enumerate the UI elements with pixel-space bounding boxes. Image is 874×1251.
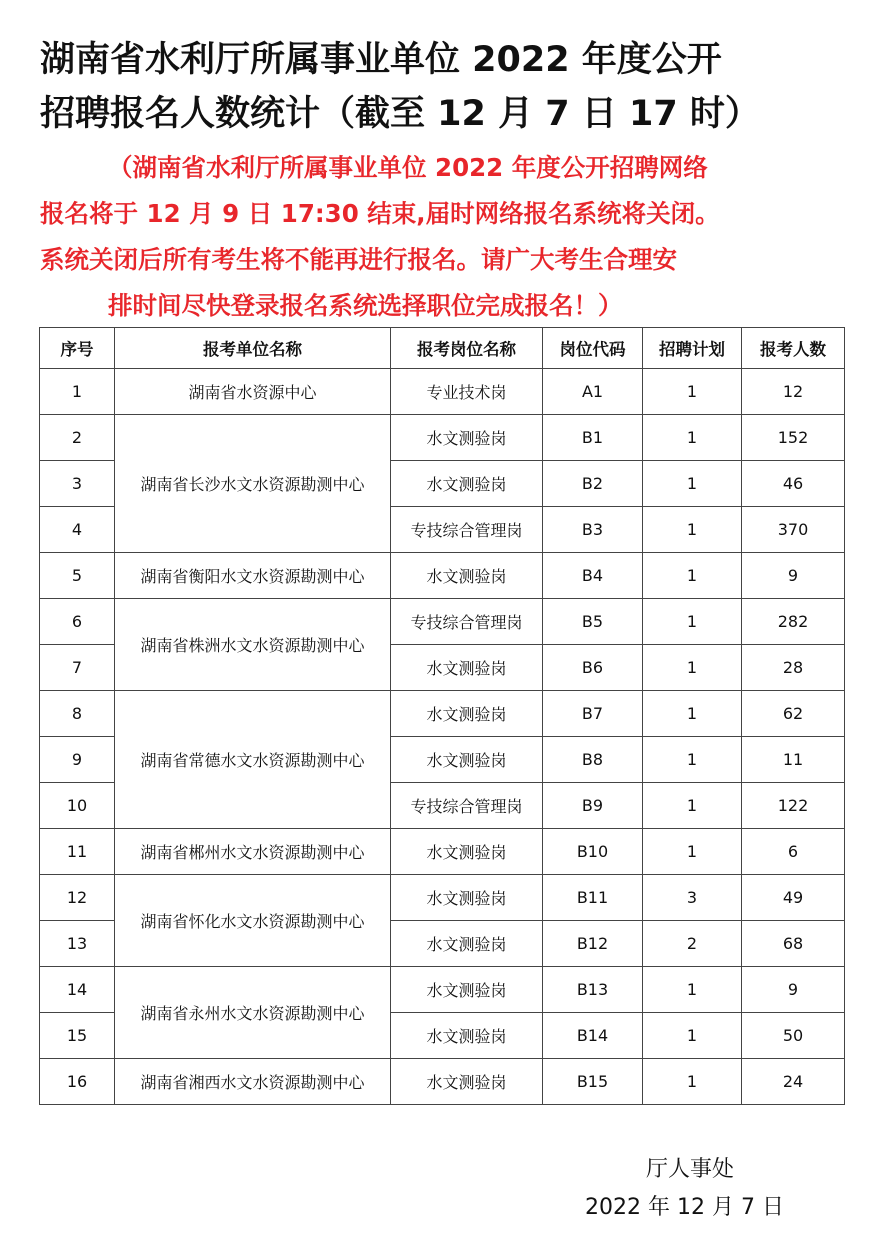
- cell-no: 4: [40, 507, 115, 553]
- cell-code: B8: [543, 737, 643, 783]
- cell-code: B4: [543, 553, 643, 599]
- cell-unit: 湖南省湘西水文水资源勘测中心: [115, 1059, 391, 1105]
- cell-code: B13: [543, 967, 643, 1013]
- footer-issuer: 厅人事处: [646, 1157, 735, 1182]
- table-row: [40, 967, 845, 1013]
- table-header-row: [40, 328, 845, 369]
- cell-code: B11: [543, 875, 643, 921]
- cell-code: B3: [543, 507, 643, 553]
- cell-post: 水文测验岗: [391, 415, 543, 461]
- cell-applicants: 6: [742, 829, 845, 875]
- cell-post: 水文测验岗: [391, 645, 543, 691]
- table-row: [40, 553, 845, 599]
- cell-no: 7: [40, 645, 115, 691]
- cell-no: 16: [40, 1059, 115, 1105]
- cell-post: 水文测验岗: [391, 737, 543, 783]
- cell-code: B10: [543, 829, 643, 875]
- cell-no: 15: [40, 1013, 115, 1059]
- cell-code: B15: [543, 1059, 643, 1105]
- cell-applicants: 50: [742, 1013, 845, 1059]
- cell-code: A1: [543, 369, 643, 415]
- cell-no: 11: [40, 829, 115, 875]
- applicant-statistics-table: [39, 327, 845, 1105]
- cell-post: 水文测验岗: [391, 1013, 543, 1059]
- cell-unit: 湖南省常德水文水资源勘测中心: [115, 691, 391, 829]
- header-applicants: 报考人数: [742, 328, 845, 369]
- cell-code: B6: [543, 645, 643, 691]
- cell-post: 水文测验岗: [391, 1059, 543, 1105]
- cell-code: B9: [543, 783, 643, 829]
- table-row: [40, 599, 845, 645]
- cell-no: 3: [40, 461, 115, 507]
- notice-line-2: 报名将于 12 月 9 日 17:30 结束,届时网络报名系统将关闭。: [40, 199, 720, 228]
- cell-unit: 湖南省长沙水文水资源勘测中心: [115, 415, 391, 553]
- cell-unit: 湖南省株洲水文水资源勘测中心: [115, 599, 391, 691]
- table-row: [40, 415, 845, 461]
- header-unit: 报考单位名称: [115, 328, 391, 369]
- cell-code: B5: [543, 599, 643, 645]
- cell-code: B1: [543, 415, 643, 461]
- cell-applicants: 152: [742, 415, 845, 461]
- notice-line-3: 系统关闭后所有考生将不能再进行报名。请广大考生合理安: [40, 245, 677, 274]
- cell-post: 专技综合管理岗: [391, 783, 543, 829]
- footer-date: 2022 年 12 月 7 日: [585, 1195, 784, 1220]
- header-plan: 招聘计划: [643, 328, 742, 369]
- document-title-line-1: 湖南省水利厅所属事业单位 2022 年度公开: [40, 40, 722, 80]
- cell-post: 水文测验岗: [391, 553, 543, 599]
- cell-applicants: 62: [742, 691, 845, 737]
- cell-post: 水文测验岗: [391, 691, 543, 737]
- cell-plan: 1: [643, 415, 742, 461]
- cell-no: 8: [40, 691, 115, 737]
- cell-plan: 1: [643, 369, 742, 415]
- cell-code: B12: [543, 921, 643, 967]
- cell-plan: 1: [643, 461, 742, 507]
- cell-plan: 1: [643, 691, 742, 737]
- table-row: [40, 369, 845, 415]
- cell-applicants: 24: [742, 1059, 845, 1105]
- cell-applicants: 49: [742, 875, 845, 921]
- cell-no: 6: [40, 599, 115, 645]
- cell-applicants: 370: [742, 507, 845, 553]
- cell-post: 专技综合管理岗: [391, 599, 543, 645]
- cell-plan: 1: [643, 507, 742, 553]
- document-title-line-2: 招聘报名人数统计（截至 12 月 7 日 17 时）: [40, 94, 760, 134]
- cell-plan: 1: [643, 967, 742, 1013]
- cell-post: 水文测验岗: [391, 461, 543, 507]
- cell-applicants: 9: [742, 967, 845, 1013]
- cell-no: 2: [40, 415, 115, 461]
- notice-line-1: （湖南省水利厅所属事业单位 2022 年度公开招聘网络: [108, 153, 708, 182]
- cell-applicants: 28: [742, 645, 845, 691]
- cell-unit: 湖南省永州水文水资源勘测中心: [115, 967, 391, 1059]
- cell-plan: 1: [643, 737, 742, 783]
- cell-plan: 1: [643, 645, 742, 691]
- cell-code: B2: [543, 461, 643, 507]
- cell-no: 1: [40, 369, 115, 415]
- cell-applicants: 122: [742, 783, 845, 829]
- cell-post: 水文测验岗: [391, 875, 543, 921]
- cell-applicants: 12: [742, 369, 845, 415]
- header-code: 岗位代码: [543, 328, 643, 369]
- cell-post: 专业技术岗: [391, 369, 543, 415]
- cell-applicants: 46: [742, 461, 845, 507]
- cell-no: 12: [40, 875, 115, 921]
- table-row: [40, 829, 845, 875]
- cell-code: B7: [543, 691, 643, 737]
- cell-plan: 3: [643, 875, 742, 921]
- cell-unit: 湖南省怀化水文水资源勘测中心: [115, 875, 391, 967]
- cell-post: 水文测验岗: [391, 967, 543, 1013]
- cell-applicants: 282: [742, 599, 845, 645]
- header-no: 序号: [40, 328, 115, 369]
- cell-unit: 湖南省郴州水文水资源勘测中心: [115, 829, 391, 875]
- cell-unit: 湖南省衡阳水文水资源勘测中心: [115, 553, 391, 599]
- cell-post: 水文测验岗: [391, 829, 543, 875]
- cell-no: 13: [40, 921, 115, 967]
- cell-no: 14: [40, 967, 115, 1013]
- cell-post: 专技综合管理岗: [391, 507, 543, 553]
- cell-plan: 1: [643, 829, 742, 875]
- cell-no: 9: [40, 737, 115, 783]
- cell-applicants: 9: [742, 553, 845, 599]
- table-row: [40, 691, 845, 737]
- cell-plan: 1: [643, 1013, 742, 1059]
- cell-no: 5: [40, 553, 115, 599]
- notice-line-4: 排时间尽快登录报名系统选择职位完成报名！）: [108, 291, 623, 320]
- header-post: 报考岗位名称: [391, 328, 543, 369]
- cell-plan: 1: [643, 599, 742, 645]
- cell-plan: 1: [643, 553, 742, 599]
- cell-unit: 湖南省水资源中心: [115, 369, 391, 415]
- cell-applicants: 68: [742, 921, 845, 967]
- cell-plan: 1: [643, 783, 742, 829]
- cell-code: B14: [543, 1013, 643, 1059]
- cell-post: 水文测验岗: [391, 921, 543, 967]
- cell-plan: 1: [643, 1059, 742, 1105]
- cell-plan: 2: [643, 921, 742, 967]
- table-row: [40, 1059, 845, 1105]
- cell-applicants: 11: [742, 737, 845, 783]
- cell-no: 10: [40, 783, 115, 829]
- table-row: [40, 875, 845, 921]
